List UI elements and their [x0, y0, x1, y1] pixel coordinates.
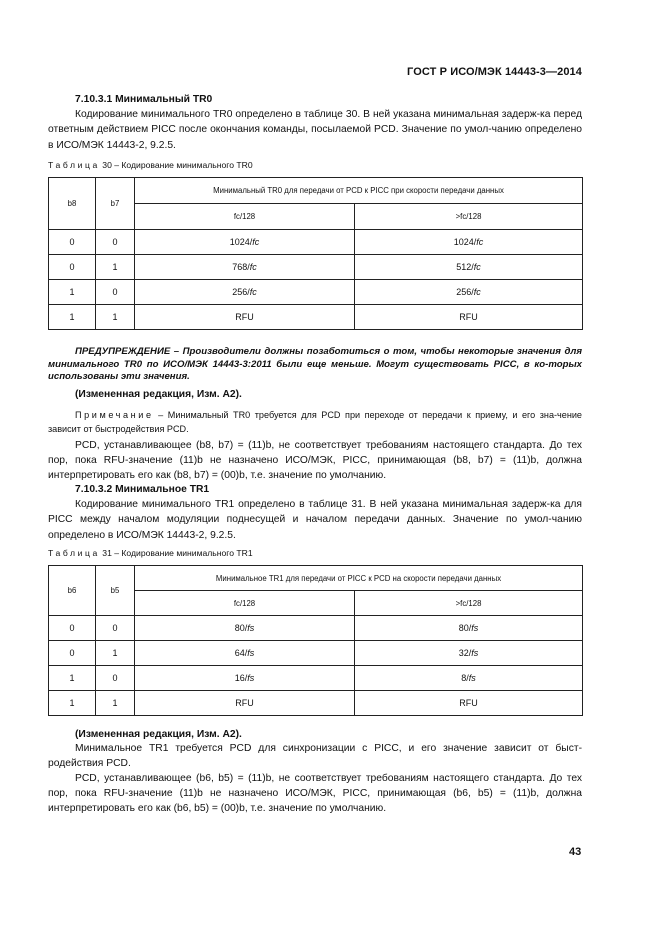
table-cell: 64/fs: [135, 641, 355, 666]
table-row: [49, 280, 583, 305]
amendment-note-2: [48, 727, 582, 742]
section-7-10-3-2: [48, 482, 582, 543]
table-cell: RFU: [135, 305, 355, 330]
span-header: Минимальное TR1 для передачи от PICC к PCD на скорости передачи данных: [135, 566, 583, 591]
caption-prefix: Таблица: [48, 160, 100, 170]
table-cell: 0: [49, 616, 96, 641]
table-cell: 0: [49, 230, 96, 255]
caption-text: 30 – Кодирование минимального TR0: [99, 160, 253, 170]
caption-text: 31 – Кодирование минимального TR1: [99, 548, 253, 558]
sub-header-fc128: fc/128: [135, 204, 355, 230]
table-cell: 1: [96, 691, 135, 716]
table-cell: 1: [49, 666, 96, 691]
note-label: Примечание: [75, 410, 154, 420]
table-cell: 0: [96, 616, 135, 641]
table-cell: 1: [49, 305, 96, 330]
note-block: [48, 408, 582, 436]
table-cell: 256/fc: [135, 280, 355, 305]
note-text: – Минимальный TR0 требуется для PCD при переходе от передачи к приему, и его зна-чение зависит от быстродействия PCD.: [48, 410, 582, 434]
caption-prefix: Таблица: [48, 548, 100, 558]
paragraph-tr1-requirement: [48, 741, 582, 771]
paragraph-tr0-rfu: [48, 438, 582, 484]
section-paragraph: Кодирование минимального TR1 определено в таблице 31. В ней указана минимальная задерж-ка для PICC между началом модуляции поднесущей и началом передачи данных. Значение по умол-чанию определено в ИСО/МЭК 14443-2, 9.2.5.: [48, 499, 582, 541]
paragraph-text: Минимальное TR1 требуется PCD для синхронизации с PICC, и его значение зависит от быст-родействия PCD.: [48, 743, 582, 770]
paragraph-tr1-rfu: [48, 771, 582, 817]
span-header: Минимальный TR0 для передачи от PCD к PICC при скорости передачи данных: [135, 178, 583, 204]
table-cell: 8/fs: [355, 666, 583, 691]
table-cell: 32/fs: [355, 641, 583, 666]
table-cell: RFU: [355, 305, 583, 330]
table-cell: 80/fs: [135, 616, 355, 641]
warning-text: Производители должны позаботиться о том, чтобы некоторые значения для минимального TR0 по ИСО/МЭК 14443-3:2011 были еще меньше. Могут существовать PICC, в ко-торых использованы эти значения.: [48, 346, 582, 382]
table-31-caption: [48, 548, 253, 558]
table-row: [49, 305, 583, 330]
col-header-b6: b6: [49, 566, 96, 616]
table-30: [48, 177, 583, 330]
table-row: [49, 255, 583, 280]
table-cell: 1: [96, 255, 135, 280]
page-header-title: ГОСТ Р ИСО/МЭК 14443-3—2014: [407, 66, 582, 78]
table-30-caption: [48, 160, 253, 170]
sub-header-gt-fc128: >fc/128: [355, 591, 583, 616]
warning-block: [48, 346, 582, 384]
table-cell: RFU: [355, 691, 583, 716]
table-31: [48, 565, 583, 716]
col-header-b7: b7: [96, 178, 135, 230]
table-cell: 16/fs: [135, 666, 355, 691]
table-row: [49, 691, 583, 716]
table-row: [49, 230, 583, 255]
col-header-b5: b5: [96, 566, 135, 616]
table-cell: 0: [49, 641, 96, 666]
section-heading: 7.10.3.2 Минимальное TR1: [75, 484, 210, 495]
table-cell: 1: [49, 691, 96, 716]
amendment-text: (Измененная редакция, Изм. А2).: [75, 389, 242, 400]
section-heading: 7.10.3.1 Минимальный TR0: [75, 94, 213, 105]
paragraph-text: PCD, устанавливающее (b6, b5) = (11)b, не соответствует требованиям настоящего стандарта. До тех пор, пока RFU-значение (11)b не назначено ИСО/МЭК, PICC, принимающая (b6, b5) = (11)b, должна интерпретировать его как (b6, b5) = (00)b, т.е. значение по умолчанию.: [48, 773, 582, 815]
table-cell: 80/fs: [355, 616, 583, 641]
table-cell: 512/fc: [355, 255, 583, 280]
table-cell: 1: [49, 280, 96, 305]
section-paragraph: Кодирование минимального TR0 определено в таблице 30. В ней указана минимальная задерж-ка перед ответным действием PICC после окончания команды, посылаемой PCD. Значение по умол-чанию определено в ИСО/МЭК 14443-2, 9.2.5.: [48, 109, 582, 151]
table-cell: 768/fc: [135, 255, 355, 280]
table-cell: 1: [96, 641, 135, 666]
table-cell: 256/fc: [355, 280, 583, 305]
table-cell: 1024/fc: [135, 230, 355, 255]
table-cell: 0: [96, 280, 135, 305]
col-header-b8: b8: [49, 178, 96, 230]
section-7-10-3-1: [48, 92, 582, 153]
table-row: [49, 616, 583, 641]
table-cell: 0: [96, 230, 135, 255]
table-cell: 0: [96, 666, 135, 691]
page-number: 43: [569, 846, 582, 858]
table-cell: RFU: [135, 691, 355, 716]
sub-header-gt-fc128: >fc/128: [355, 204, 583, 230]
amendment-text: (Измененная редакция, Изм. А2).: [75, 729, 242, 740]
sub-header-fc128: fc/128: [135, 591, 355, 616]
table-cell: 0: [49, 255, 96, 280]
table-row: [49, 666, 583, 691]
warning-label: ПРЕДУПРЕЖДЕНИЕ –: [75, 346, 180, 357]
table-row: [49, 641, 583, 666]
table-cell: 1024/fc: [355, 230, 583, 255]
table-cell: 1: [96, 305, 135, 330]
paragraph-text: PCD, устанавливающее (b8, b7) = (11)b, не соответствует требованиям настоящего стандарта. До тех пор, пока RFU-значение (11)b не назначено ИСО/МЭК, PICC, принимающая (b8, b7) = (11)b, должна интерпретировать его как (b8, b7) = (00)b, т.е. значение по умолчанию.: [48, 440, 582, 482]
amendment-note-1: [48, 387, 582, 402]
